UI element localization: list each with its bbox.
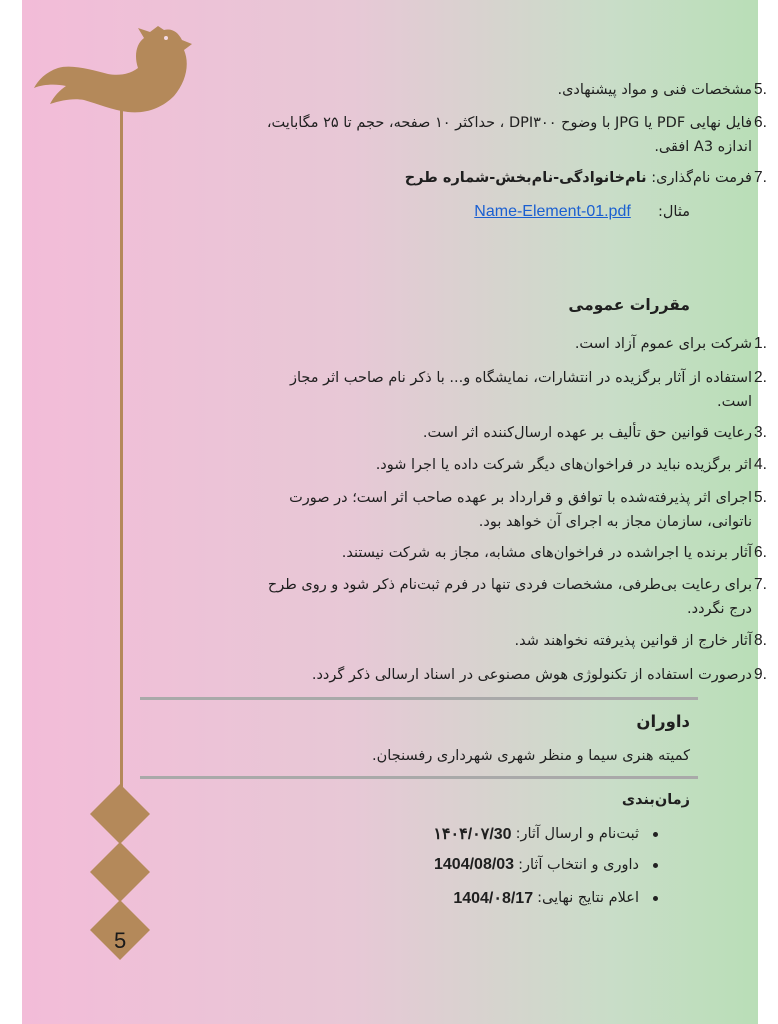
naming-format-label: فرمت نام‌گذاری: xyxy=(651,170,752,186)
schedule-label: ثبت‌نام و ارسال آثار: xyxy=(515,826,639,842)
schedule-date: 1404/۰8/17 xyxy=(453,890,534,907)
list-item xyxy=(258,453,778,477)
item-text xyxy=(258,166,754,190)
schedule-item xyxy=(433,824,658,844)
item-text: درصورت استفاده از تکنولوژی هوش مصنوعی در اسناد ارسالی ذکر گردد. xyxy=(311,667,752,683)
bullet-icon xyxy=(653,896,658,901)
section-title-judges: داوران xyxy=(636,712,690,731)
section-title-general-rules: مقررات عمومی xyxy=(568,296,690,314)
list-item xyxy=(258,78,778,102)
section-divider xyxy=(140,776,698,779)
schedule-item xyxy=(434,856,658,874)
item-text: آثار خارج از قوانین پذیرفته نخواهند شد. xyxy=(514,633,752,649)
list-item xyxy=(258,366,778,414)
naming-format-value: نام‌خانوادگی-نام‌بخش-شماره طرح xyxy=(404,170,647,186)
example-line xyxy=(170,200,690,224)
schedule-label: اعلام نتایج نهایی: xyxy=(537,890,639,906)
page-number: 5 xyxy=(114,928,127,953)
schedule-label: داوری و انتخاب آثار: xyxy=(518,857,639,873)
bullet-icon xyxy=(653,863,658,868)
example-label: مثال: xyxy=(658,204,690,220)
ornament-pole xyxy=(120,110,123,800)
item-number: 6. xyxy=(754,114,767,131)
item-text: شرکت برای عموم آزاد است. xyxy=(574,336,752,352)
list-item xyxy=(258,663,778,687)
item-text: اثر برگزیده نباید در فراخوان‌های دیگر شرکت داده یا اجرا شود. xyxy=(375,457,752,473)
bullet-icon xyxy=(653,832,658,837)
bird-ornament-icon xyxy=(32,24,192,128)
item-number: 7. xyxy=(754,169,767,186)
item-number: 8. xyxy=(754,632,767,649)
list-item xyxy=(258,111,778,159)
section-divider xyxy=(140,697,698,700)
list-item xyxy=(258,629,778,653)
list-item xyxy=(258,486,778,534)
item-text: اجرای اثر پذیرفته‌شده با توافق و قرارداد بر عهده صاحب اثر است؛ در صورت ناتوانی، سازمان مجاز به اجرای آن خواهد بود. xyxy=(289,490,752,530)
item-number: 9. xyxy=(754,666,767,683)
schedule-date: 1404/08/03 xyxy=(434,856,515,873)
judges-text: کمیته هنری سیما و منظر شهری شهرداری رفسنجان. xyxy=(372,748,690,764)
item-number: 3. xyxy=(754,424,767,441)
item-text: فایل نهایی PDF یا JPG با وضوح DPI۳۰۰ ، حداکثر ۱۰ صفحه، حجم تا ۲۵ مگابایت، اندازه A3 افقی. xyxy=(266,115,752,155)
item-number: 5. xyxy=(754,489,767,506)
item-text: استفاده از آثار برگزیده در انتشارات، نمایشگاه و... با ذکر نام صاحب اثر مجاز است. xyxy=(289,370,752,410)
list-item xyxy=(258,166,778,190)
item-number: 1. xyxy=(754,335,767,352)
list-item xyxy=(258,541,778,565)
item-text: برای رعایت بی‌طرفی، مشخصات فردی تنها در فرم ثبت‌نام ذکر شود و روی طرح درج نگردد. xyxy=(267,577,752,617)
schedule-date: ۱۴۰۴/۰۷/30 xyxy=(433,826,512,843)
list-item xyxy=(258,332,778,356)
list-item xyxy=(258,421,778,445)
item-number: 6. xyxy=(754,544,767,561)
item-text: آثار برنده یا اجراشده در فراخوان‌های مشابه، مجاز به شرکت نیستند. xyxy=(341,545,752,561)
item-number: 4. xyxy=(754,456,767,473)
example-file-link[interactable]: Name-Element-01.pdf xyxy=(474,203,631,220)
item-text: رعایت قوانین حق تألیف بر عهده ارسال‌کننده اثر است. xyxy=(422,425,752,441)
item-number: 7. xyxy=(754,576,767,593)
section-title-schedule: زمان‌بندی xyxy=(621,792,690,808)
item-text: مشخصات فنی و مواد پیشنهادی. xyxy=(557,82,752,98)
item-number: 2. xyxy=(754,369,767,386)
schedule-item xyxy=(453,888,658,908)
list-item xyxy=(258,573,778,621)
item-number: 5. xyxy=(754,81,767,98)
